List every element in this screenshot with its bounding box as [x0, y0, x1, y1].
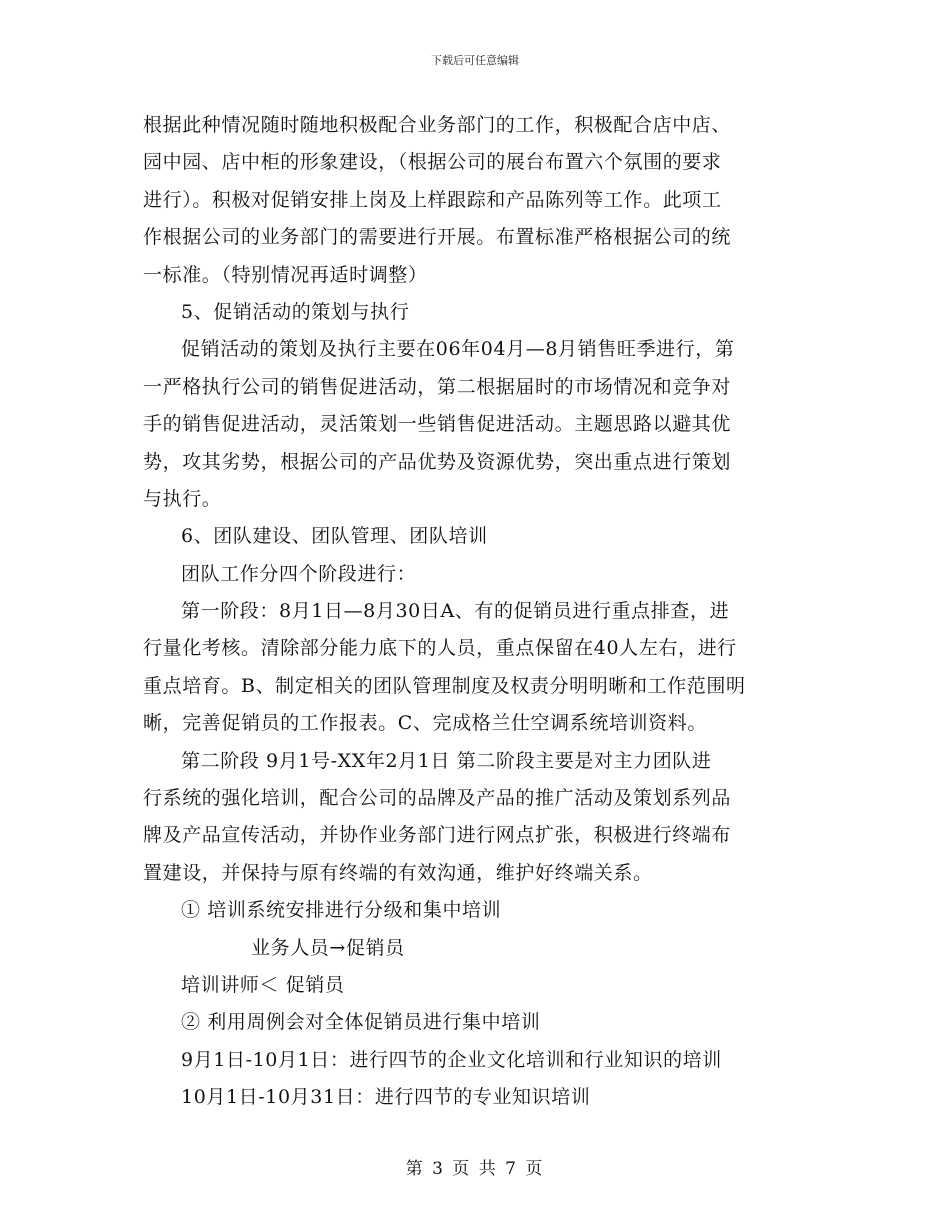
text-line: 势，攻其劣势，根据公司的产品优势及资源优势，突出重点进行策划 — [143, 450, 732, 473]
text-line: 培训讲师＜ 促销员 — [181, 973, 345, 996]
text-line: 置建设，并保持与原有终端的有效沟通，维护好终端关系。 — [143, 861, 653, 884]
text-line: 晰，完善促销员的工作报表。C、完成格兰仕空调系统培训资料。 — [143, 712, 707, 735]
text-line: 牌及产品宣传活动，并协作业务部门进行网点扩张，积极进行终端布 — [143, 824, 732, 847]
text-line: 进行）。积极对促销安排上岗及上样跟踪和产品陈列等工作。此项工 — [143, 188, 722, 211]
text-line: 9月1日-10月1日：进行四节的企业文化培训和行业知识的培训 — [181, 1048, 722, 1071]
text-line: 根据此种情况随时随地积极配合业务部门的工作，积极配合店中店、 — [143, 114, 732, 136]
text-line: 行量化考核。清除部分能力底下的人员，重点保留在40人左右，进行 — [143, 637, 737, 660]
text-line: 5、促销活动的策划与执行 — [181, 300, 410, 323]
text-line: 10月1日-10月31日：进行四节的专业知识培训 — [181, 1086, 591, 1109]
text-line: 行系统的强化培训，配合公司的品牌及产品的推广活动及策划系列品 — [143, 787, 732, 810]
text-line: 园中园、店中柜的形象建设，（根据公司的展台布置六个氛围的要求 — [143, 151, 722, 174]
text-line: ① 培训系统安排进行分级和集中培训 — [181, 899, 502, 922]
text-line: 团队工作分四个阶段进行： — [181, 562, 417, 585]
text-line: 重点培育。B、制定相关的团队管理制度及权责分明明晰和工作范围明 — [143, 674, 746, 697]
text-line: 促销活动的策划及执行主要在06年04月—8月销售旺季进行，第 — [181, 338, 735, 361]
page-header: 下载后可任意编辑 — [431, 54, 519, 67]
text-line: 与执行。 — [143, 487, 222, 510]
document-body — [143, 107, 823, 1117]
text-line: ② 利用周例会对全体促销员进行集中培训 — [181, 1011, 541, 1034]
text-line: 6、团队建设、团队管理、团队培训 — [181, 525, 488, 548]
text-line: 第一阶段：8月1日—8月30日A、有的促销员进行重点排查，进 — [181, 600, 730, 623]
text-line: 一严格执行公司的销售促进活动，第二根据届时的市场情况和竞争对 — [143, 375, 732, 398]
text-line: 业务人员→促销员 — [251, 936, 405, 959]
text-line: 第二阶段 9月1号-XX年2月1日 第二阶段主要是对主力团队进 — [181, 749, 712, 772]
text-line: 一标准。（特别情况再适时调整） — [143, 263, 428, 286]
page-footer: 第 3 页 共 7 页 — [405, 1159, 545, 1179]
text-line: 作根据公司的业务部门的需要进行开展。布置标准严格根据公司的统 — [143, 226, 732, 249]
text-line: 手的销售促进活动，灵活策划一些销售促进活动。主题思路以避其优 — [143, 413, 732, 436]
